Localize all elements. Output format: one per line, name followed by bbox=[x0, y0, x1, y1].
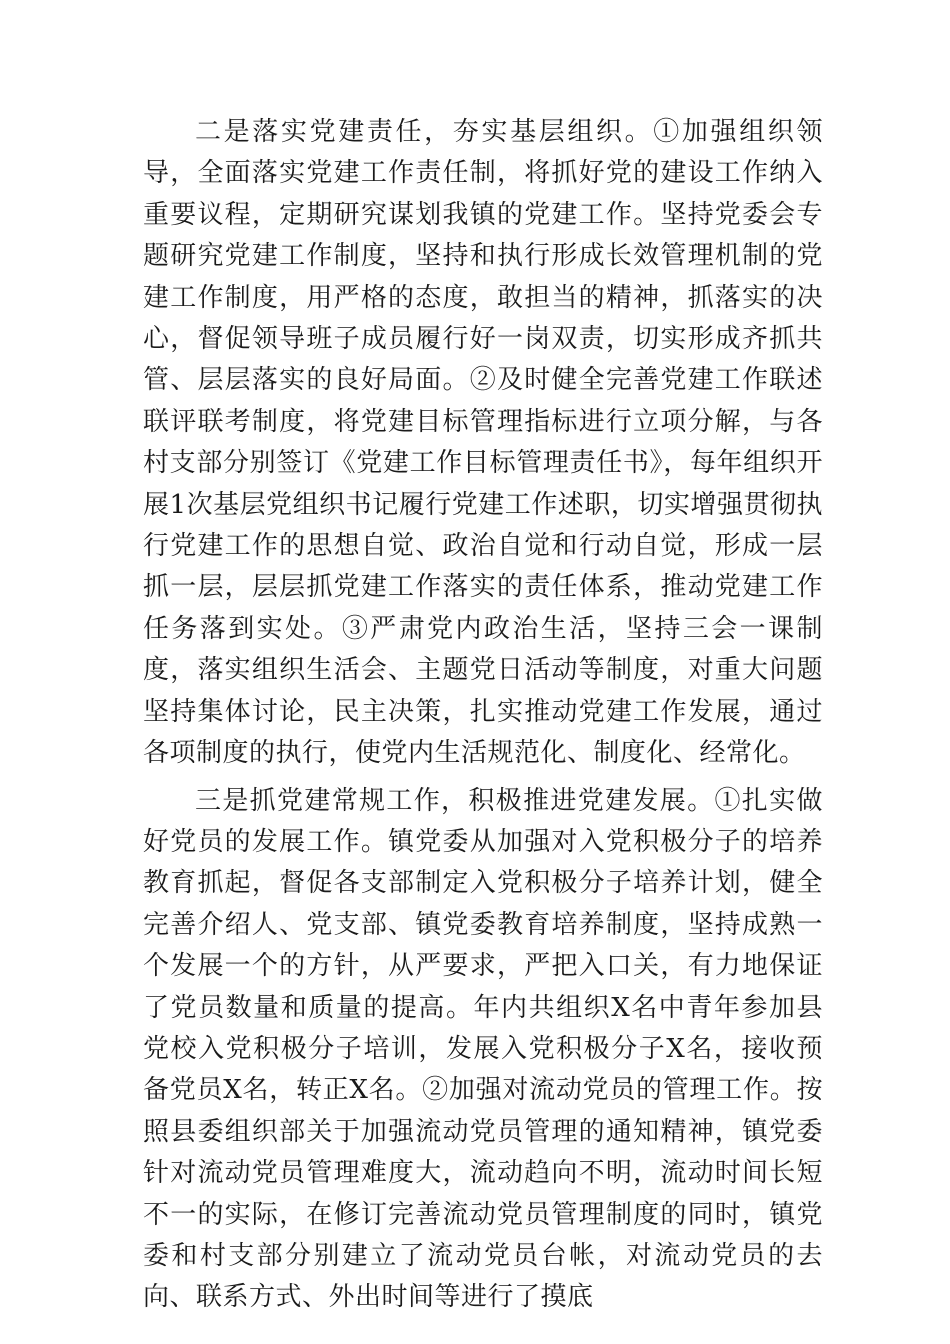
document-body bbox=[143, 112, 823, 1319]
paragraph-party-routine-work: 三是抓党建常规工作，积极推进党建发展。①扎实做好党员的发展工作。镇党委从加强对入党积极分子的培养教育抓起，督促各支部制定入党积极分子培养计划，健全完善介绍人、党支部、镇党委教育培养制度，坚持成熟一个发展一个的方针，从严要求，严把入口关，有力地保证了党员数量和质量的提高。年内共组织X名中青年参加县党校入党积极分子培训，发展入党积极分子X名，接收预备党员X名，转正X名。②加强对流动党员的管理工作。按照县委组织部关于加强流动党员管理的通知精神，镇党委针对流动党员管理难度大，流动趋向不明，流动时间长短不一的实际，在修订完善流动党员管理制度的同时，镇党委和村支部分别建立了流动党员台帐，对流动党员的去向、联系方式、外出时间等进行了摸底 bbox=[143, 785, 823, 1313]
paragraph-party-responsibility: 二是落实党建责任，夯实基层组织。①加强组织领导，全面落实党建工作责任制，将抓好党的建设工作纳入重要议程，定期研究谋划我镇的党建工作。坚持党委会专题研究党建工作制度，坚持和执行形成长效管理机制的党建工作制度，用严格的态度，敢担当的精神，抓落实的决心，督促领导班子成员履行好一岗双责，切实形成齐抓共管、层层落实的良好局面。②及时健全完善党建工作联述联评联考制度，将党建目标管理指标进行立项分解，与各村支部分别签订《党建工作目标管理责任书》，每年组织开展1次基层党组织书记履行党建工作述职，切实增强贯彻执行党建工作的思想自觉、政治自觉和行动自觉，形成一层抓一层，层层抓党建工作落实的责任体系，推动党建工作任务落到实处。③严肃党内政治生活，坚持三会一课制度，落实组织生活会、主题党日活动等制度，对重大问题坚持集体讨论，民主决策，扎实推动党建工作发展，通过各项制度的执行，使党内生活规范化、制度化、经常化。 bbox=[143, 117, 823, 769]
